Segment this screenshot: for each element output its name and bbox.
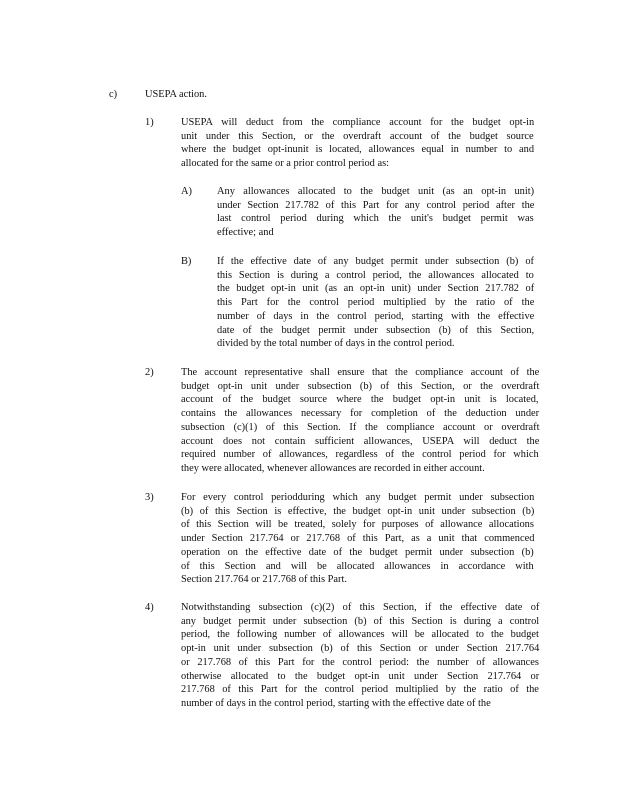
text-line: last control period during which the unit's budget permit was: [217, 213, 534, 225]
text-line: number of days in the control period, starting with the effective: [217, 310, 535, 322]
text-line: account of the budget source where the budget opt-in unit is located,: [181, 394, 539, 406]
text-line: For every control periodduring which any budget permit under subsection: [181, 492, 535, 503]
item-1-text: [181, 116, 534, 171]
text-line: any budget permit under subsection (b) of this Section is during a control: [181, 615, 540, 627]
text-line: of this Section and will be allocated allowances in accordance with: [181, 560, 534, 572]
text-line: they were allocated, whenever allowances are recorded in either account.: [181, 462, 485, 474]
item-1a-text: [217, 185, 534, 240]
item-1-label: 1): [145, 117, 154, 128]
text-line: 217.768 of this Part for the control period multiplied by the ratio of the: [181, 684, 539, 696]
text-line: where the budget opt-inunit is located, allowances equal in number to and: [181, 144, 535, 156]
text-line: Notwithstanding subsection (c)(2) of this Section, if the effective date of: [181, 602, 540, 613]
text-line: operation on the effective date of the budget permit under subsection (b): [181, 546, 534, 558]
text-line: USEPA will deduct from the compliance account for the budget opt-in: [181, 117, 535, 128]
item-1b-label: B): [181, 256, 192, 267]
text-line: date of the budget permit under subsection (b) of this Section,: [217, 324, 535, 336]
item-2-text: [181, 366, 539, 476]
text-line: budget opt-in unit under subsection (b) of this Section, or the overdraft: [181, 380, 540, 392]
text-line: subsection (c)(1) of this Section. If the compliance account or overdraft: [181, 421, 540, 433]
text-line: under Section 217.782 of this Part for any control period after the: [217, 199, 535, 211]
text-line: of this Section will be treated, solely for purposes of allowance allocations: [181, 519, 534, 531]
text-line: If the effective date of any budget permit under subsection (b) of: [217, 256, 534, 267]
text-line: divided by the total number of days in the control period.: [217, 338, 455, 350]
text-line: otherwise allocated to the budget opt-in unit under Section 217.764 or: [181, 670, 540, 682]
text-line: allocated for the same or a prior control period as:: [181, 158, 390, 170]
text-line: The account representative shall ensure that the compliance account of the: [181, 367, 540, 378]
text-line: this Part for the control period multiplied by the ratio of the: [217, 297, 535, 309]
text-line: opt-in unit under subsection (b) of this Section or under Section 217.764: [181, 643, 540, 655]
item-2-label: 2): [145, 367, 154, 378]
item-1b-text: [217, 255, 534, 351]
item-3-text: [181, 491, 534, 587]
item-4-text: [181, 601, 539, 711]
item-3-label: 3): [145, 492, 154, 503]
text-line: (b) of this Section is effective, the budget opt-in unit under subsection (b): [181, 505, 535, 517]
text-line: under Section 217.764 or 217.768 of this Part, as a unit that commenced: [181, 533, 535, 545]
text-line: number of days in the control period, starting with the effective date of the: [181, 697, 491, 709]
text-line: contains the allowances necessary for completion of the deduction under: [181, 408, 540, 420]
text-line: period, the following number of allowances will be allocated to the budget: [181, 629, 539, 641]
text-line: unit under this Section, or the overdraft account of the budget source: [181, 130, 534, 142]
text-line: this Section is during a control period, the allowances allocated to: [217, 269, 534, 281]
item-4-label: 4): [145, 602, 154, 613]
section-c-label: c): [109, 89, 118, 100]
text-line: the budget opt-in unit (as an opt-in unit) under Section 217.782 of: [217, 283, 535, 295]
text-line: account does not contain sufficient allowances, USEPA will deduct the: [181, 435, 540, 447]
text-line: or 217.768 of this Part for the control period: the number of allowances: [181, 656, 539, 668]
text-line: Section 217.764 or 217.768 of this Part.: [181, 574, 347, 586]
item-1a-label: A): [181, 186, 192, 197]
text-line: required number of allowances, regardless of the control period for which: [181, 449, 539, 461]
text-line: effective; and: [217, 227, 274, 239]
section-c-heading: USEPA action.: [145, 89, 207, 100]
text-line: Any allowances allocated to the budget unit (as an opt-in unit): [217, 186, 535, 197]
